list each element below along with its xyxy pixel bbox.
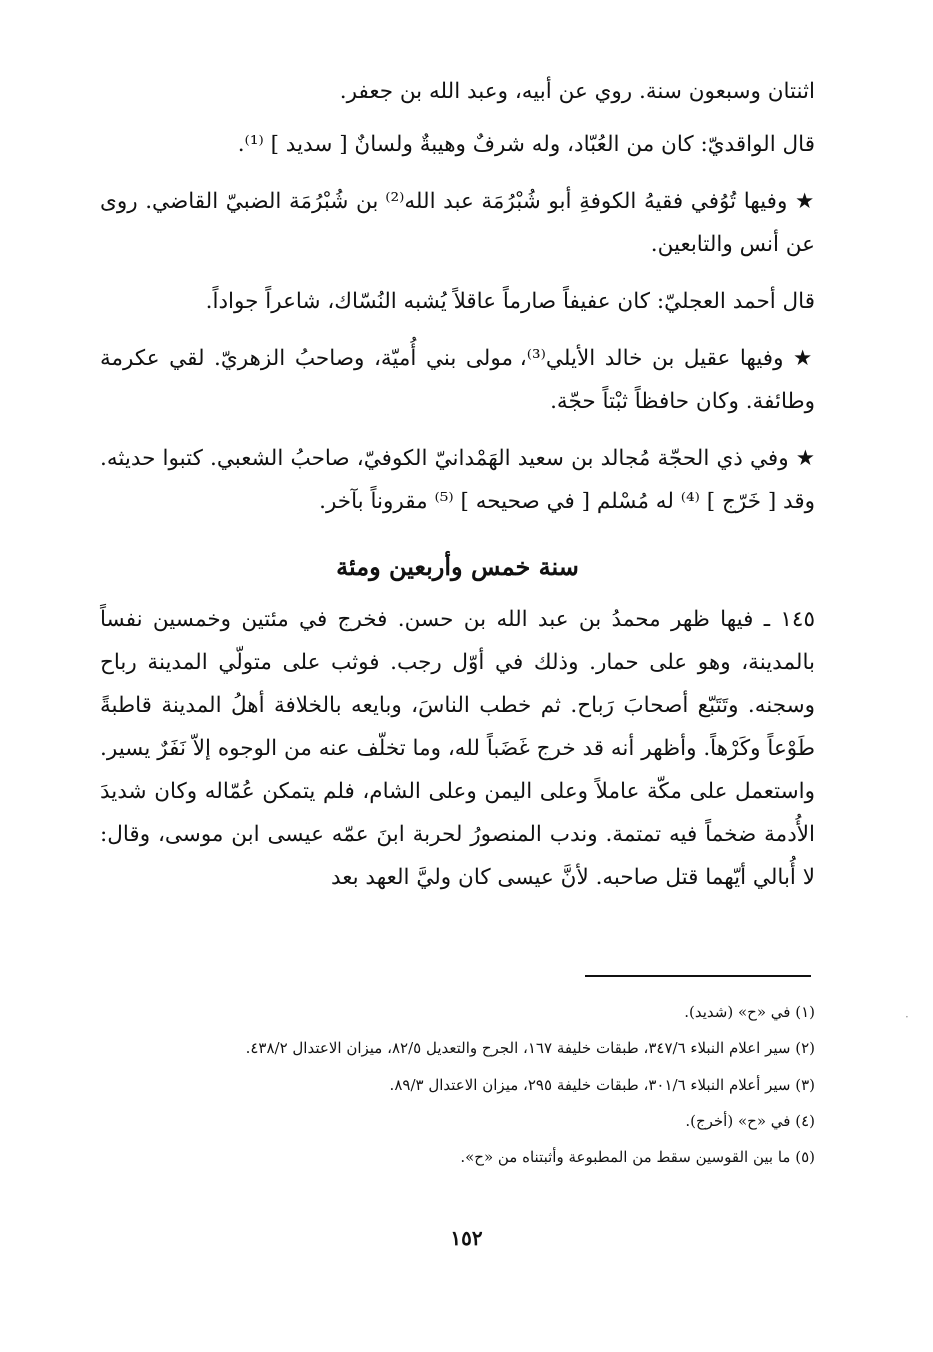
footnotes bbox=[100, 998, 815, 1179]
footnote: (٥) ما بين القوسين سقط من المطبوعة وأثبتناه من «ح». bbox=[460, 1148, 815, 1166]
paragraph: اثنتان وسبعون سنة. روي عن أبيه، وعبد الله بن جعفر. bbox=[339, 79, 815, 104]
footnote-divider bbox=[585, 975, 811, 977]
paragraph: ★ وفيها عقيل بن خالد الأيلي⁽³⁾، مولى بني أُميّة، وصاحبُ الزهريّ. لقي عكرمة وطائفة. وكان حافظاً ثبْتاً حجّة. bbox=[100, 346, 815, 414]
footnote: (٤) في «ح» (أخرج). bbox=[685, 1112, 815, 1130]
section-heading: سنة خمس وأربعين ومئة bbox=[336, 552, 579, 581]
footnote: (١) في «ح» (شديد). bbox=[684, 1003, 815, 1021]
footnote: (٢) سير اعلام النبلاء ٣٤٧/٦، طبقات خليفة ١٦٧، الجرح والتعديل ٨٢/٥، ميزان الاعتدال ٤٣٨/٢. bbox=[245, 1039, 815, 1057]
paragraph: قال الواقديّ: كان من العُبّاد، وله شرفٌ وهيبةٌ ولسانٌ [ سديد ] ⁽¹⁾. bbox=[237, 132, 815, 157]
paragraph: ★ وفيها تُوُفي فقيهُ الكوفةِ أبو شُبْرُمَة عبد الله⁽²⁾ بن شُبْرُمَة الضبيّ القاضي. روى عن أنس والتابعين. bbox=[100, 189, 815, 257]
scan-speck: · bbox=[905, 1010, 909, 1024]
paragraph: ★ وفي ذي الحجّة مُجالد بن سعيد الهَمْدانيّ الكوفيّ، صاحبُ الشعبي. كتبوا حديثه. وقد [ خَرّج ] ⁽⁴⁾ له مُسْلم [ في صحيحه ] ⁽⁵⁾ مقروناً بآخر. bbox=[100, 446, 815, 514]
main-text bbox=[100, 70, 815, 913]
footnote: (٣) سير أعلام النبلاء ٣٠١/٦، طبقات خليفة ٢٩٥، ميزان الاعتدال ٨٩/٣. bbox=[389, 1076, 815, 1094]
paragraph: قال أحمد العجليّ: كان عفيفاً صارماً عاقلاً يُشبه النُسّاك، شاعراً جواداً. bbox=[205, 289, 815, 314]
page-number: ١٥٢ bbox=[450, 1226, 483, 1250]
section-paragraph: ١٤٥ ـ فيها ظهر محمدُ بن عبد الله بن حسن. فخرج في مئتين وخمسين نفساً بالمدينة، وهو على حمار. وذلك في أوّل رجب. فوثب على متولّي المدينة رباح وسجنه. وتَتَبّع أصحابَ رَباح. ثم خطب الناسَ، وبايعه بالخلافة أهلُ المدينة قاطبةً طَوْعاً وكَرْهاً. وأظهر أنه قد خرج غَضَباً لله، وما تخلّف عنه من الوجوه إلاّ نَفَرٌ يسير. واستعمل على مكّة عاملاً وعلى اليمن وعلى الشام، فلم يتمكن عُمّاله وكان شديدَ الأُدمة ضخماً فيه تمتمة. وندب المنصورُ لحربة ابنَ عمّه عيسى ابن موسى، وقال: لا أُبالي أيّهما قتل صاحبه. لأنَّ عيسى كان وليَّ العهد بعد bbox=[100, 607, 815, 890]
